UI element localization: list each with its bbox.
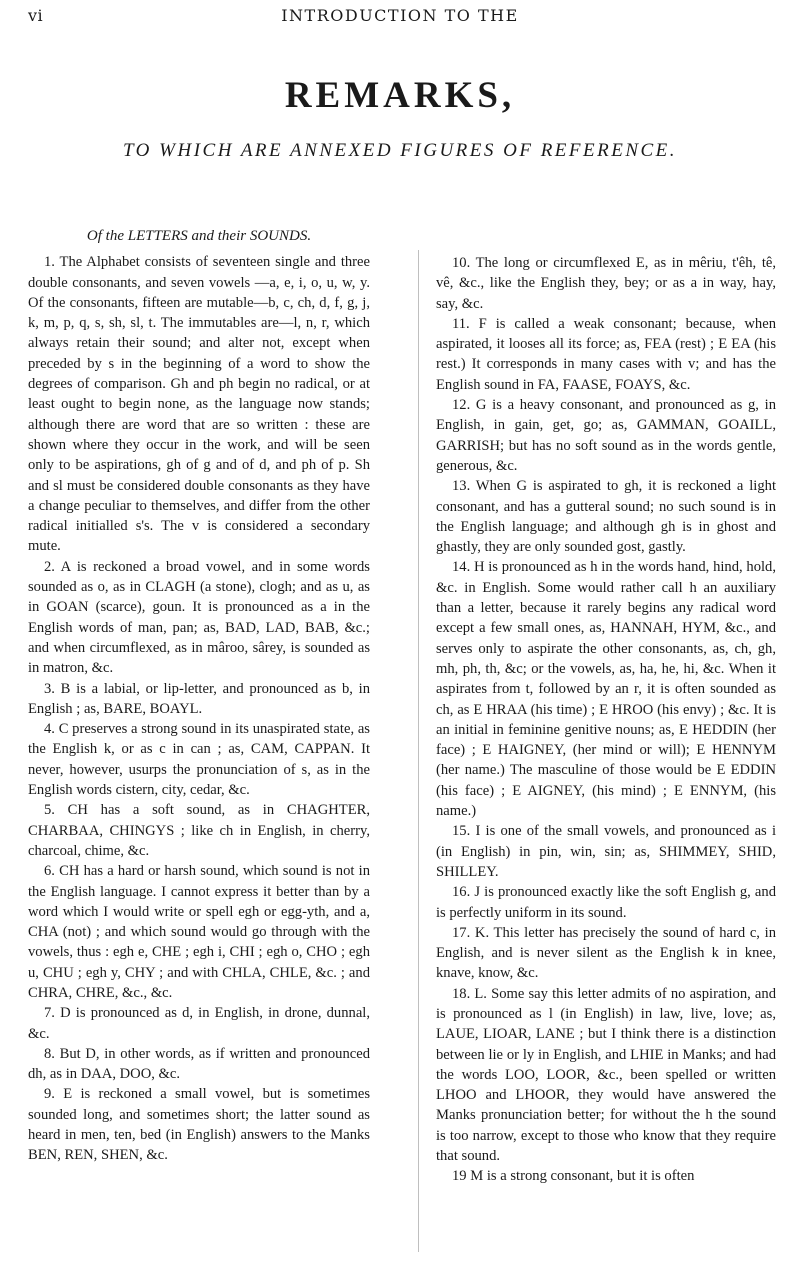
paragraph: 8. But D, in other words, as if written and pronounced dh, as in DAA, DOO, &c. (28, 1045, 370, 1083)
section-heading: Of the LETTERS and their SOUNDS. (86, 228, 312, 244)
paragraph: 2. A is reckoned a broad vowel, and in some words sounded as o, as in CLAGH (a stone), clogh; and as u, as in GOAN (scarce), goun. It is pronounced as a in the English words of man, pan; as, BAD, LAD, BAB, &c.; and when circumflexed, as in mâroo, sârey, is sounded as in matron, &c. (28, 558, 370, 677)
paragraph: 15. I is one of the small vowels, and pronounced as i (in English) in pin, win, sin; as, SHIMMEY, SHID, SHILLEY. (436, 823, 776, 880)
paragraph: 3. B is a labial, or lip-letter, and pronounced as b, in English ; as, BARE, BOAYL. (28, 680, 370, 717)
paragraph: 13. When G is aspirated to gh, it is reckoned a light consonant, and has a gutteral sound; no such sound is in the English language; and although gh is in ghost and ghastly, they are only sounded gost, gastly. (436, 478, 776, 556)
paragraph: 7. D is pronounced as d, in English, in drone, dunnal, &c. (28, 1005, 370, 1042)
paragraph: 5. CH has a soft sound, as in CHAGHTER, CHARBAA, CHINGYS ; like ch in English, in cherry, charcoal, chime, &c. (28, 802, 370, 859)
paragraph: 1. The Alphabet consists of seventeen single and three double consonants, and seven vowels —a, e, i, o, u, w, y. Of the consonants, fifteen are mutable—b, c, ch, d, f, g, j, k, m, p, q, s, sh, sl, t. The immutables are—l, n, r, which always retain their sound; and alter not, except when preceded by s in the beginning of a word to show the degrees of comparison. Gh and ph begin no radical, or at least ought to begin none, as the language now stands; although there are word that are so written : these are shown where they occur in the work, and will be seen only to be aspirations, gh of g and of d, and ph of p. Sh and sl must be considered double consonants as they have a change peculiar to themselves, and differ from the other radical initialled s's. The v is considered a secondary mute. (28, 254, 370, 555)
paragraph: 18. L. Some say this letter admits of no aspiration, and is pronounced as l (in English) in law, live, love; as, LAUE, LIOAR, LANE ; but I think there is a distinction between lie or ly in English, and LHIE in Manks; and had the words LOO, LOOR, &c., been spelled or written LHOO and LHOOR, they would have answered the Manks pronunciation better; for without the h the sound is too narrow, except to those who know that they require that sound. (436, 985, 776, 1165)
page-subtitle: TO WHICH ARE ANNEXED FIGURES OF REFERENCE. (122, 140, 678, 161)
page-number: vi (28, 6, 44, 25)
paragraph: 10. The long or circumflexed E, as in mêriu, t'êh, tê, vê, &c., like the English they, bey; or as a in way, hay, say, &c. (436, 255, 776, 312)
page-title: REMARKS, (284, 75, 516, 116)
paragraph: 14. H is pronounced as h in the words hand, hind, hold, &c. in English. Some would rather call h an auxiliary than a letter, because it rarely begins any radical word except a few small ones, as, HANNAH, HYM, &c., and serves only to aspirate the other consonants, as, ch, gh, mh, ph, th, &c; or the vowels, as, ha, he, hi, &c. When it aspirates from t, followed by an r, it is often sounded as ch, as E HRAA (his time) ; E HROO (his envy) ; &c. It is an initial in feminine genitive nouns; as, E HEDDIN (her face) ; E HAIGNEY, (her mind or will); E HENNYM (her name.) The masculine of those would be E EDDIN (his face) ; E AIGNEY, (his mind) ; E ENNYM, (his name.) (436, 559, 776, 820)
left-column (28, 226, 370, 1166)
paragraph: 9. E is reckoned a small vowel, but is sometimes sounded long, and sometimes short; the latter sound as heard in men, ten, bed (in English) answers to the Manks BEN, REN, SHEN, &c. (28, 1086, 370, 1164)
paragraph: 19 M is a strong consonant, but it is often (452, 1168, 695, 1185)
paragraph: 16. J is pronounced exactly like the soft English g, and is perfectly uniform in its sound. (436, 884, 776, 921)
paragraph: 6. CH has a hard or harsh sound, which sound is not in the English language. I cannot express it better than by a word which I would write or spell egh or egg-yth, and a, CHA (not) ; and which sound would go through with the vowels, thus : egh e, CHE ; egh i, CHI ; egh o, CHO ; egh u, CHU ; egh y, CHY ; and with CHLA, CHLE, &c. ; and CHRA, CHRE, &c., &c. (28, 863, 370, 1001)
column-divider (418, 250, 419, 1252)
paragraph: 11. F is called a weak consonant; because, when aspirated, it looses all its force; as, FEA (rest) ; E EA (his rest.) It corresponds in many cases with v; and has the English sound in FA, FAASE, FOAYS, &c. (436, 315, 776, 393)
paragraph: 12. G is a heavy consonant, and pronounced as g, in English, in gain, get, go; as, GAMMAN, GOAILL, GARRISH; but has no soft sound as in the words gentle, generous, &c. (436, 397, 776, 474)
right-column (436, 253, 776, 1187)
running-head: INTRODUCTION TO THE (281, 6, 519, 25)
running-header (28, 4, 772, 30)
paragraph: 17. K. This letter has precisely the sound of hard c, in English, and is never silent as the English k in knee, knave, know, &c. (436, 924, 776, 982)
paragraph: 4. C preserves a strong sound in its unaspirated state, as the English k, or as c in can ; as, CAM, CAPPAN. It never, however, usurps the pronunciation of s, as in the English words cistern, city, cedar, &c. (28, 721, 370, 799)
